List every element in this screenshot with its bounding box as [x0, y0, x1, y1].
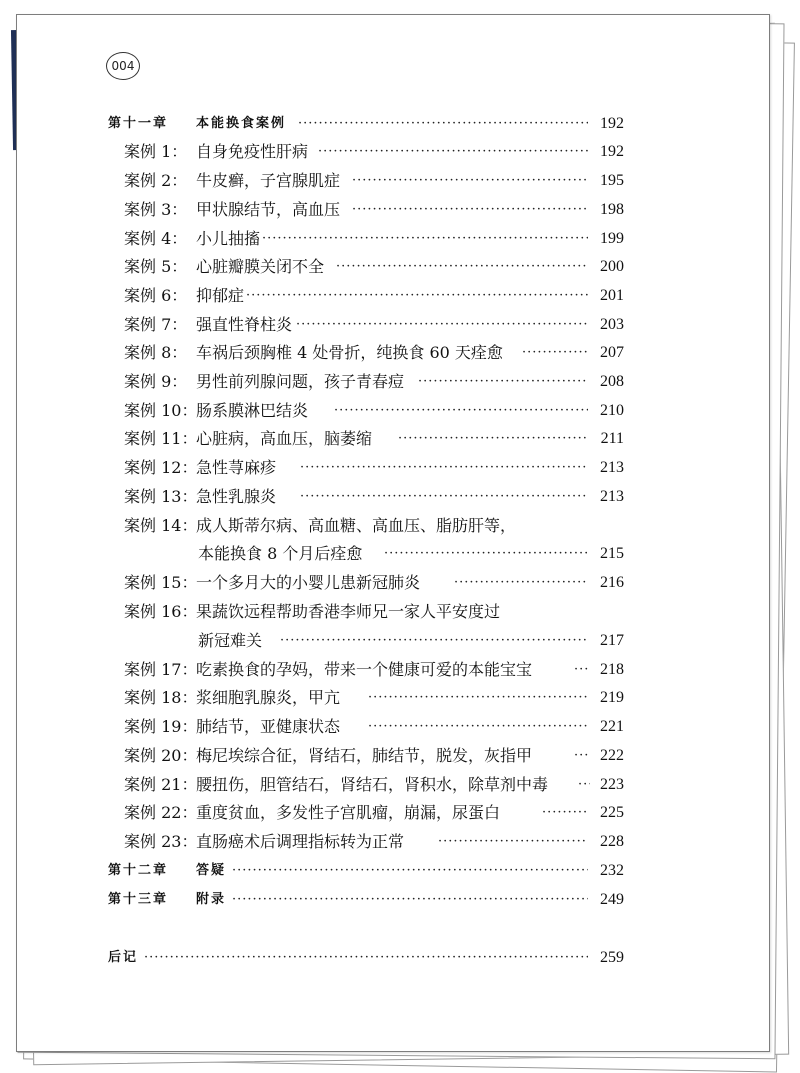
page-ref: 207 — [600, 344, 624, 361]
leader-dots — [144, 944, 588, 972]
leader-dots — [298, 110, 588, 138]
case-title: 浆细胞乳腺炎，甲亢 — [196, 688, 341, 707]
toc-case-1[interactable] — [0, 138, 800, 166]
case-title: 梅尼埃综合征，肾结石，肺结节，脱发，灰指甲 — [196, 746, 533, 765]
toc-chapter-12[interactable] — [0, 857, 800, 885]
case-label: 案例 15： — [124, 573, 198, 592]
page-ref: 203 — [600, 316, 624, 333]
toc-chapter-11[interactable] — [0, 110, 800, 138]
page-ref: 195 — [600, 172, 624, 189]
leader-dots — [368, 684, 588, 712]
page-ref: 228 — [600, 833, 624, 850]
case-label: 案例 12： — [124, 458, 198, 477]
case-label: 案例 20： — [124, 746, 198, 765]
leader-dots — [542, 799, 588, 827]
leader-dots — [522, 339, 588, 367]
toc-case-11[interactable] — [0, 425, 800, 453]
toc-chapter-13[interactable] — [0, 886, 800, 914]
case-label: 案例 17： — [124, 660, 198, 679]
leader-dots — [246, 282, 588, 310]
case-label: 案例 16： — [124, 602, 198, 621]
toc-case-2[interactable] — [0, 167, 800, 195]
toc-case-17[interactable] — [0, 656, 800, 684]
case-title: 男性前列腺问题，孩子青春痘 — [196, 372, 405, 391]
toc-case-16-continued[interactable] — [0, 627, 800, 655]
page-ref: 223 — [600, 776, 624, 793]
leader-dots — [280, 627, 588, 655]
page-ref: 221 — [600, 718, 624, 735]
case-label: 案例 1： — [124, 142, 188, 161]
toc-case-4[interactable] — [0, 225, 800, 253]
leader-dots — [232, 886, 588, 914]
page-ref: 198 — [600, 201, 624, 218]
page-ref: 217 — [600, 632, 624, 649]
page-number: 004 — [106, 52, 140, 80]
toc-case-20[interactable] — [0, 742, 800, 770]
case-label: 案例 6： — [124, 286, 188, 305]
case-title: 抑郁症 — [196, 286, 245, 305]
case-label: 案例 10： — [124, 401, 198, 420]
leader-dots — [368, 713, 588, 741]
case-title: 甲状腺结节，高血压 — [196, 200, 341, 219]
leader-dots — [352, 196, 588, 224]
page-ref: 259 — [600, 949, 624, 966]
page-ref: 208 — [600, 373, 624, 390]
leader-dots — [334, 397, 588, 425]
case-title: 成人斯蒂尔病、高血糖、高血压、脂肪肝等， — [196, 516, 517, 535]
page-ref: 192 — [600, 143, 624, 160]
page-ref: 218 — [600, 661, 624, 678]
chapter-label: 第十二章 — [108, 863, 169, 878]
leader-dots — [352, 167, 588, 195]
case-label: 案例 13： — [124, 487, 198, 506]
leader-dots — [262, 225, 588, 253]
case-label: 案例 19： — [124, 717, 198, 736]
toc-case-5[interactable] — [0, 253, 800, 281]
case-title: 心脏瓣膜关闭不全 — [196, 257, 325, 276]
leader-dots — [418, 368, 588, 396]
case-title: 急性乳腺炎 — [196, 487, 277, 506]
toc-case-12[interactable] — [0, 454, 800, 482]
toc-case-23[interactable] — [0, 828, 800, 856]
case-label: 案例 18： — [124, 688, 198, 707]
case-title: 急性荨麻疹 — [196, 458, 277, 477]
toc-case-8[interactable] — [0, 339, 800, 367]
case-label: 案例 22： — [124, 803, 198, 822]
case-label: 案例 2： — [124, 171, 188, 190]
chapter-title: 本能换食案例 — [196, 116, 287, 131]
toc-case-7[interactable] — [0, 311, 800, 339]
page-ref: 210 — [600, 402, 624, 419]
case-title: 果蔬饮远程帮助香港李师兄一家人平安度过 — [196, 602, 501, 621]
toc-case-10[interactable] — [0, 397, 800, 425]
chapter-title: 答疑 — [196, 863, 227, 878]
page-ref: 249 — [600, 891, 624, 908]
case-title: 腰扭伤，胆管结石，肾结石，肾积水，除草剂中毒 — [196, 775, 549, 794]
page-ref: 211 — [600, 430, 624, 447]
case-title-continued: 新冠难关 — [198, 631, 263, 650]
toc-case-15[interactable] — [0, 569, 800, 597]
page-ref: 216 — [600, 574, 624, 591]
chapter-label: 第十三章 — [108, 892, 169, 907]
afterword-label: 后记 — [108, 950, 139, 965]
page-ref: 225 — [600, 804, 624, 821]
leader-dots — [300, 483, 588, 511]
toc-case-16[interactable] — [0, 598, 800, 626]
leader-dots — [398, 425, 588, 453]
case-label: 案例 5： — [124, 257, 188, 276]
page-ref: 199 — [600, 230, 624, 247]
case-label: 案例 7： — [124, 315, 188, 334]
case-title: 直肠癌术后调理指标转为正常 — [196, 832, 405, 851]
page-ref: 192 — [600, 115, 624, 132]
chapter-title: 附录 — [196, 892, 227, 907]
page-ref: 215 — [600, 545, 624, 562]
toc-case-18[interactable] — [0, 684, 800, 712]
case-title: 自身免疫性肝病 — [196, 142, 309, 161]
leader-dots — [574, 656, 590, 684]
leader-dots — [336, 253, 588, 281]
toc-case-22[interactable] — [0, 799, 800, 827]
case-label: 案例 8： — [124, 343, 188, 362]
case-title: 牛皮癣，子宫腺肌症 — [196, 171, 341, 190]
leader-dots — [296, 311, 588, 339]
leader-dots — [318, 138, 588, 166]
case-title: 强直性脊柱炎 — [196, 315, 293, 334]
chapter-label: 第十一章 — [108, 116, 169, 131]
page-ref: 219 — [600, 689, 624, 706]
leader-dots — [578, 771, 590, 799]
toc-case-14-continued[interactable] — [0, 540, 800, 568]
toc-case-3[interactable] — [0, 196, 800, 224]
toc-case-21[interactable] — [0, 771, 800, 799]
page-ref: 222 — [600, 747, 624, 764]
case-title-continued: 本能换食 8 个月后痊愈 — [198, 544, 363, 563]
case-title: 肠系膜淋巴结炎 — [196, 401, 309, 420]
case-title: 心脏病，高血压，脑萎缩 — [196, 429, 373, 448]
leader-dots — [574, 742, 590, 770]
case-label: 案例 23： — [124, 832, 198, 851]
case-title: 车祸后颈胸椎 4 处骨折，纯换食 60 天痊愈 — [196, 343, 503, 362]
case-label: 案例 4： — [124, 229, 188, 248]
case-title: 重度贫血，多发性子宫肌瘤，崩漏，尿蛋白 — [196, 803, 501, 822]
leader-dots — [454, 569, 588, 597]
page-ref: 213 — [600, 459, 624, 476]
toc-case-19[interactable] — [0, 713, 800, 741]
page-ref: 200 — [600, 258, 624, 275]
case-title: 一个多月大的小婴儿患新冠肺炎 — [196, 573, 421, 592]
toc-case-9[interactable] — [0, 368, 800, 396]
leader-dots — [384, 540, 588, 568]
page-ref: 232 — [600, 862, 624, 879]
toc-afterword[interactable] — [0, 944, 800, 972]
case-title: 肺结节，亚健康状态 — [196, 717, 341, 736]
case-label: 案例 3： — [124, 200, 188, 219]
case-label: 案例 14： — [124, 516, 198, 535]
page-ref: 213 — [600, 488, 624, 505]
case-label: 案例 11： — [124, 429, 198, 448]
leader-dots — [438, 828, 588, 856]
case-title: 小儿抽搐 — [196, 229, 261, 248]
leader-dots — [300, 454, 588, 482]
case-label: 案例 9： — [124, 372, 188, 391]
toc-case-6[interactable] — [0, 282, 800, 310]
case-label: 案例 21： — [124, 775, 198, 794]
page-ref: 201 — [600, 287, 624, 304]
toc-case-14[interactable] — [0, 512, 800, 540]
case-title: 吃素换食的孕妈，带来一个健康可爱的本能宝宝 — [196, 660, 533, 679]
toc-case-13[interactable] — [0, 483, 800, 511]
leader-dots — [232, 857, 588, 885]
